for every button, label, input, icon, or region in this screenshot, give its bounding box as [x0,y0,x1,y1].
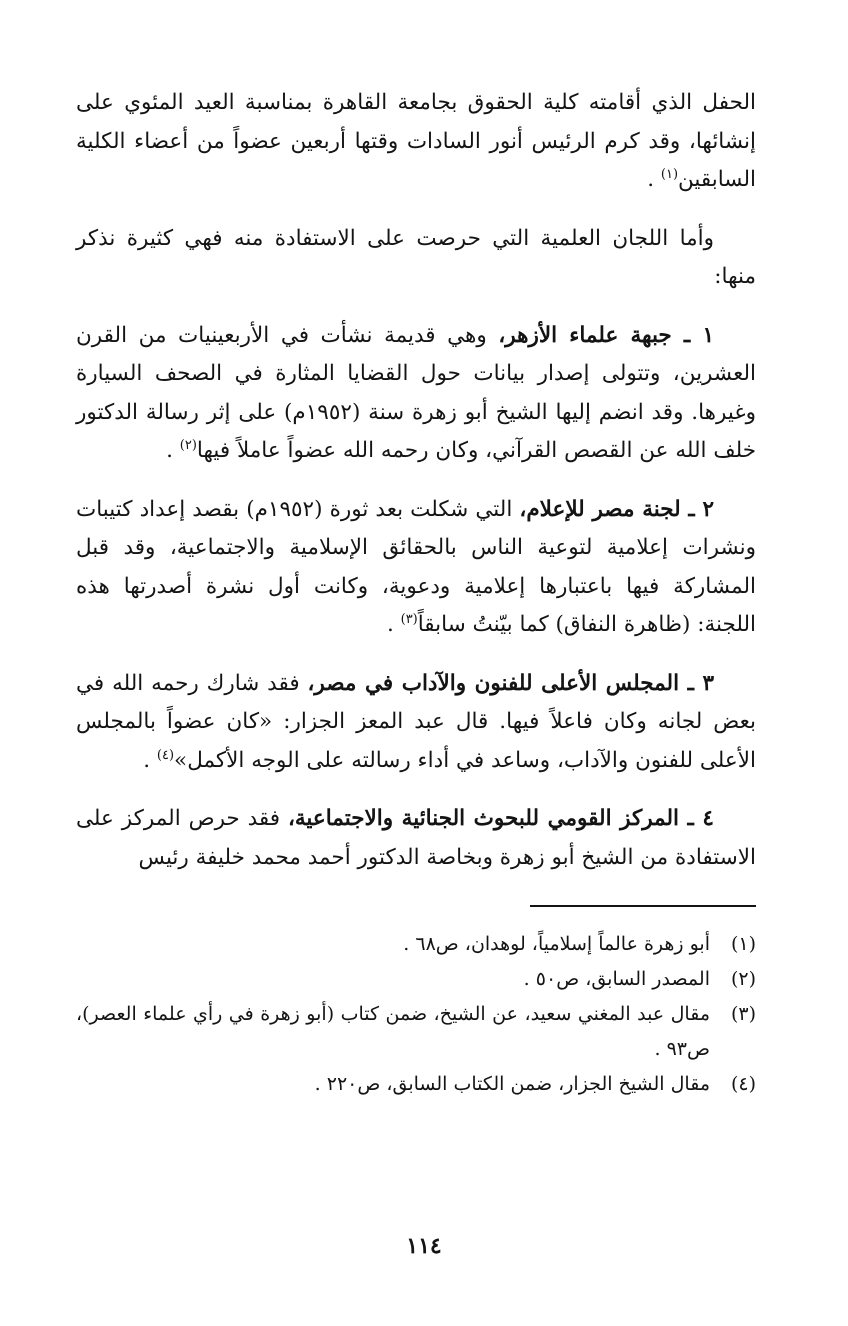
paragraph-item-3 [76,665,756,781]
paragraph-2 [76,220,756,297]
paragraph-item-4 [76,800,756,877]
paragraph-1 [76,84,756,200]
footnote-text: مقال الشيخ الجزار، ضمن الكتاب السابق، ص٢٢٠ . [314,1073,710,1095]
footnote-text: مقال عبد المغني سعيد، عن الشيخ، ضمن كتاب (أبو زهرة في رأي علماء العصر)، ص٩٣ . [76,1003,710,1060]
footnote-ref-1: (١) [660,166,679,182]
item-2-end: . [386,612,401,637]
paragraph-item-1 [76,317,756,471]
footnote-number: (٣) [730,1003,756,1025]
paragraph-2-text: وأما اللجان العلمية التي حرصت على الاستفادة منه فهي كثيرة نذكر منها: [76,225,756,289]
page-number: ١١٤ [406,1233,442,1259]
footnote-number: (١) [730,933,756,955]
item-2-text: التي شكلت بعد ثورة (١٩٥٢م) بقصد إعداد كتيبات ونشرات إعلامية لتوعية الناس بالحقائق الإسلامية والاجتماعية، وقد قبل المشاركة فيها باعتبارها إعلامية ودعوية، وكانت أول نشرة أصدرتها هذه اللجنة: (ظاهرة النفاق) كما بيّنتُ سابقاً [76,496,756,637]
footnote-ref-2: (٢) [179,437,197,453]
item-2-heading: ٢ ـ لجنة مصر للإعلام، [519,496,714,522]
item-1-end: . [166,438,180,463]
footnote-divider [530,905,756,907]
footnote-3 [76,997,756,1067]
book-page [76,84,756,1102]
item-4-text: فقد حرص المركز على الاستفادة من الشيخ أبو زهرة وبخاصة الدكتور أحمد محمد خليفة رئيس [76,806,756,870]
item-1-heading: ١ ـ جبهة علماء الأزهر، [498,322,714,348]
footnote-text: أبو زهرة عالماً إسلامياً، لوهدان، ص٦٨ . [403,933,710,955]
item-3-end: . [143,747,157,773]
footnote-number: (٤) [730,1073,756,1095]
footnote-text: المصدر السابق، ص٥٠ . [523,968,710,990]
footnote-4 [76,1067,756,1102]
footnote-number: (٢) [730,968,756,990]
paragraph-item-2 [76,491,756,645]
paragraph-1-end: . [647,167,661,192]
footnote-2 [76,962,756,997]
footnote-ref-3: (٣) [400,611,418,627]
item-1-text: وهي قديمة نشأت في الأربعينيات من القرن العشرين، وتتولى إصدار بيانات حول القضايا المثارة في الصحف السيارة وغيرها. وقد انضم إليها الشيخ أبو زهرة سنة (١٩٥٢م) على إثر رسالة الدكتور خلف الله عن القصص القرآني، وكان رحمه الله عضواً عاملاً فيها [76,322,756,463]
footnote-ref-4: (٤) [156,747,175,763]
item-4-heading: ٤ ـ المركز القومي للبحوث الجنائية والاجتماعية، [287,806,714,831]
item-3-text: فقد شارك رحمه الله في بعض لجانه وكان فاعلاً فيها. قال عبد المعز الجزار: «كان عضواً بالمجلس الأعلى للفنون والآداب، وساعد في أداء رسالته على الوجه الأكمل» [76,670,756,773]
paragraph-1-text: الحفل الذي أقامته كلية الحقوق بجامعة القاهرة بمناسبة العيد المئوي على إنشائها، وقد كرم الرئيس أنور السادات وقتها أربعين عضواً من أعضاء الكلية السابقين [76,90,756,192]
item-3-heading: ٣ ـ المجلس الأعلى للفنون والآداب في مصر، [307,670,714,696]
footnote-1 [76,927,756,962]
footnotes-section [76,927,756,1102]
